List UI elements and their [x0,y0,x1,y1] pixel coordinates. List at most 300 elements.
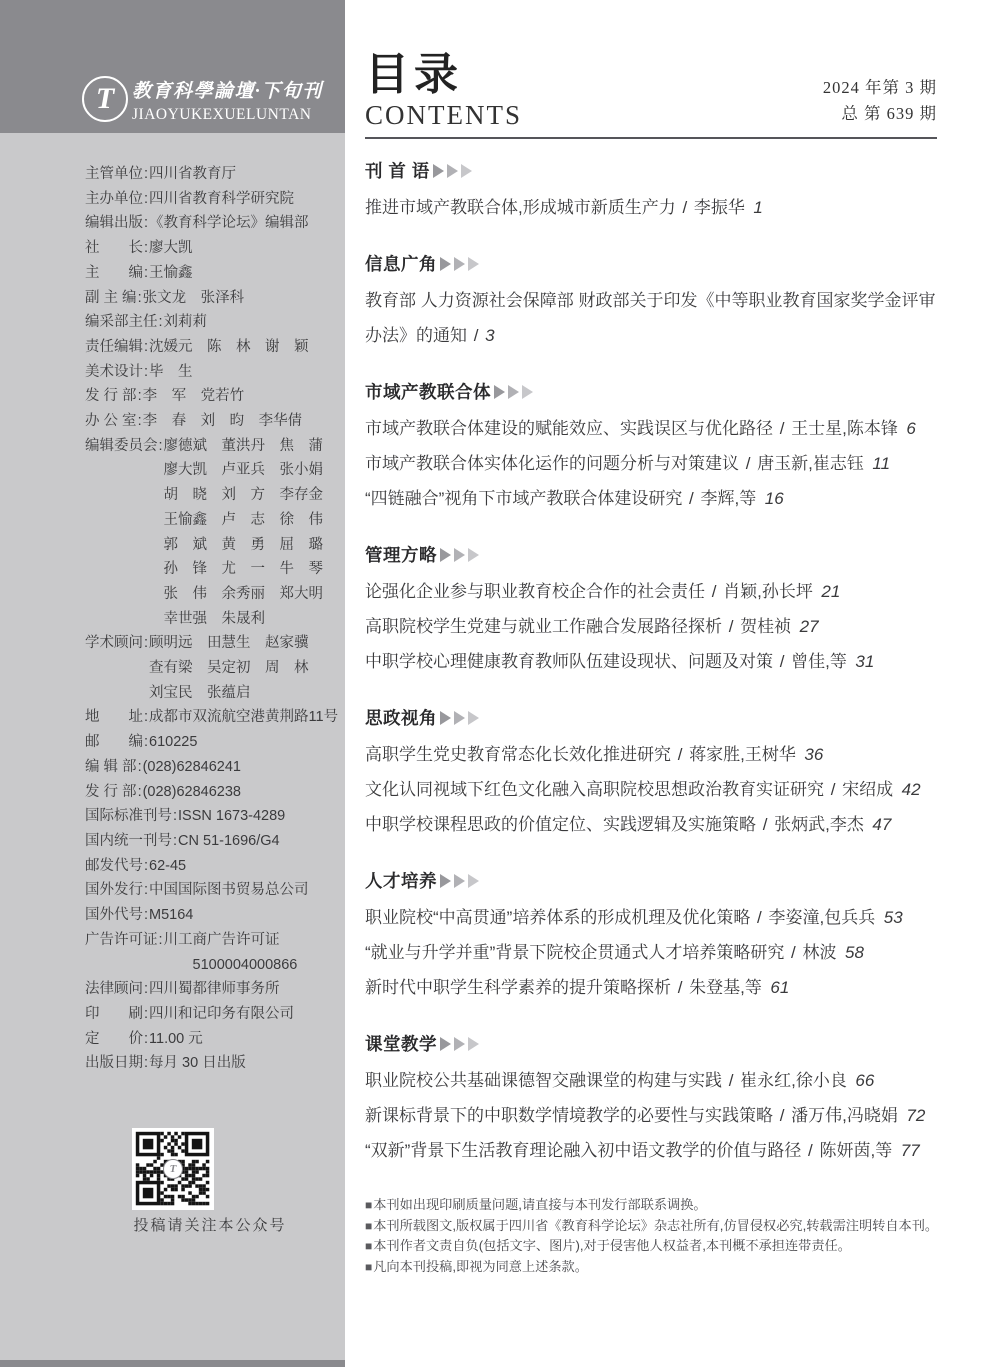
article-page: 6 [906,419,916,439]
triangle-icon [454,1037,465,1051]
imprint-value-line: 廖大凯 [149,240,193,257]
imprint-row [85,187,335,212]
imprint-colon: : [173,832,178,849]
imprint-value [143,384,245,409]
imprint-row [85,928,335,977]
imprint-colon: : [144,264,149,281]
slash-separator: / [673,745,688,765]
section-title-text: 人才培养 [365,871,437,892]
imprint-row [85,631,335,705]
square-bullet-icon: ■ [365,1259,373,1274]
footnote-line [365,1216,937,1237]
imprint-label: 副 主 编 [85,289,137,306]
imprint-label: 国外代号 [85,907,143,924]
footnote-line [365,1257,937,1278]
imprint-colon: : [144,1055,149,1072]
triangle-icon [440,257,451,271]
slash-separator: / [775,419,790,439]
article-title: 职业院校公共基础课德智交融课堂的构建与实践 [365,1071,722,1091]
imprint-row [85,1002,335,1027]
imprint-value [149,631,309,705]
slash-separator: / [803,1141,818,1161]
toc-article [365,190,937,225]
article-page: 1 [753,198,763,218]
imprint-row [85,730,335,755]
imprint-value-line: 郭 斌 黄 勇 屈 璐 [163,536,324,553]
article-page: 53 [883,908,903,928]
imprint-value [149,977,280,1002]
imprint-colon: : [144,907,149,924]
article-page: 72 [906,1106,926,1126]
article-title: 推进市域产教联合体,形成城市新质生产力 [365,198,676,218]
imprint-label: 邮 编 [85,734,143,751]
article-title: 新课标背景下的中职数学情境教学的必要性与实践策略 [365,1106,773,1126]
imprint-colon: : [144,338,149,355]
section-title [365,252,937,276]
toc-section [365,159,937,225]
article-authors: 贺桂祯 [740,617,800,637]
imprint-value [149,878,309,903]
page-title-en: CONTENTS [365,100,522,131]
toc-section [365,869,937,1005]
imprint-colon: : [137,388,142,405]
footnote-line [365,1236,937,1257]
imprint-value-line: 李 春 刘 昀 李华倩 [142,413,303,430]
imprint-value-line: 成都市双流航空港黄荆路11号 [149,709,339,726]
toc-article [365,970,937,1005]
triangle-icon [433,164,444,178]
imprint-row [85,261,335,286]
imprint-value-line: 毕 生 [149,363,193,380]
slash-separator: / [677,198,692,218]
section-title-text: 刊 首 语 [365,161,430,182]
imprint-colon: : [158,931,163,948]
imprint-row [85,1027,335,1052]
triangle-icon [440,1037,451,1051]
imprint-colon: : [144,635,149,652]
imprint-value-line: 孙 锋 尤 一 牛 琴 [163,561,324,578]
imprint-row [85,384,335,409]
article-authors: 陈妍茵,等 [819,1141,901,1161]
imprint-value [149,854,186,879]
imprint-colon: : [158,314,163,331]
imprint-label: 国际标准刊号 [85,808,172,825]
article-title: “双新”背景下生活教育理论融入初中语文教学的价值与路径 [365,1141,802,1161]
imprint-label: 印 刷 [85,1005,143,1022]
imprint-value-line: 11.00 元 [149,1030,203,1047]
imprint-value-line: (028)62846241 [142,758,241,775]
imprint-row [85,903,335,928]
article-title: 职业院校“中高贯通”培养体系的形成机理及优化策略 [365,908,751,928]
article-authors: 宋绍成 [842,780,902,800]
imprint-value-line: M5164 [149,907,194,924]
triangle-icon [468,548,479,562]
triangle-icon [494,385,505,399]
imprint-colon: : [144,190,149,207]
article-page: 3 [485,326,495,346]
imprint-value [143,755,241,780]
toc-article [365,481,937,516]
imprint-label: 发 行 部 [85,388,137,405]
toc-article [365,772,937,807]
imprint-value-line: 川工商广告许可证 [163,931,280,948]
article-title: “四链融合”视角下市域产教联合体建设研究 [365,489,683,509]
imprint-label: 法律顾问 [85,981,143,998]
imprint-value [164,310,208,335]
section-title [365,706,937,730]
imprint-value-line: 幸世强 朱晟利 [163,610,266,627]
article-page: 27 [799,617,819,637]
imprint-value [149,1051,246,1076]
slash-separator: / [826,780,841,800]
article-title: 市域产教联合体建设的赋能效应、实践误区与优化路径 [365,419,773,439]
qr-code [132,1128,214,1210]
toc-section [365,380,937,516]
toc-section [365,1032,937,1168]
triangle-icon [522,385,533,399]
imprint-label: 发 行 部 [85,783,137,800]
triangle-icon [468,711,479,725]
imprint-value-line: 张 伟 余秀丽 郑大明 [163,585,324,602]
footnote-text: 本刊作者文责自负(包括文字、图片),对于侵害他人权益者,本刊概不承担连带责任。 [373,1238,851,1254]
toc-article [365,283,937,353]
toc-article [365,609,937,644]
imprint-label: 主 编 [85,264,143,281]
imprint-label: 邮发代号 [85,857,143,874]
slash-separator: / [469,326,484,346]
contents-header [365,52,937,131]
imprint-value [149,162,236,187]
article-title: “就业与升学并重”背景下院校企贯通式人才培养策略研究 [365,943,785,963]
imprint-row [85,236,335,261]
imprint-row [85,780,335,805]
imprint-value-line: 四川和记印务有限公司 [149,1005,295,1022]
toc-article [365,1063,937,1098]
imprint-colon: : [137,413,142,430]
article-page: 61 [770,978,790,998]
imprint-value [178,804,285,829]
imprint-row [85,162,335,187]
triangle-icon [468,1037,479,1051]
imprint-value [164,928,298,977]
imprint-colon: : [137,758,142,775]
imprint-label: 国内统一刊号 [85,832,172,849]
article-authors: 崔永红,徐小良 [740,1071,856,1091]
imprint-value-line: 62-45 [149,857,187,874]
imprint-value [143,780,241,805]
triangle-icon [468,257,479,271]
article-authors: 曾佳,等 [791,652,856,672]
toc-article [365,446,937,481]
imprint-value-line: 每月 30 日出版 [149,1055,246,1072]
imprint-label: 编 辑 部 [85,758,137,775]
imprint-row [85,360,335,385]
imprint-label: 主办单位 [85,190,143,207]
article-authors: 朱登基,等 [689,978,771,998]
imprint-row [85,310,335,335]
article-page: 47 [872,815,892,835]
imprint-value-line: 四川省教育科学研究院 [149,190,295,207]
imprint-value [149,261,193,286]
imprint-row [85,1051,335,1076]
imprint-row [85,829,335,854]
section-title [365,543,937,567]
imprint-row [85,286,335,311]
imprint-value-line: 廖德斌 董洪丹 焦 蒲 [163,437,324,454]
imprint-colon: : [144,981,149,998]
imprint-value-line: 610225 [149,734,198,751]
imprint-label: 学术顾问 [85,635,143,652]
imprint-value [149,1027,203,1052]
article-page: 42 [901,780,921,800]
slash-separator: / [752,908,767,928]
toc-section [365,543,937,679]
toc-article [365,807,937,842]
article-title: 中职学校心理健康教育教师队伍建设现状、问题及对策 [365,652,773,672]
slash-separator: / [775,1106,790,1126]
toc-section [365,252,937,353]
contents-page [365,52,937,1277]
article-page: 36 [804,745,824,765]
article-page: 16 [764,489,784,509]
imprint-value-line: 张文龙 张泽科 [142,289,245,306]
footnote-text: 本刊如出现印刷质量问题,请直接与本刊发行部联系调换。 [373,1197,707,1213]
square-bullet-icon: ■ [365,1198,373,1213]
imprint-value [143,409,303,434]
imprint-value [149,211,309,236]
article-title: 文化认同视域下红色文化融入高职院校思想政治教育实证研究 [365,780,824,800]
imprint-value-line: 刘莉莉 [163,314,208,331]
article-authors: 李振华 [693,198,754,218]
toc-section [365,706,937,842]
imprint-colon: : [144,215,149,232]
footnotes [365,1195,937,1277]
imprint-row [85,705,339,730]
article-authors: 唐玉新,崔志钰 [757,454,873,474]
section-title [365,380,937,404]
triangle-icon [461,164,472,178]
toc-article [365,574,937,609]
imprint-value-line: 沈媛元 陈 林 谢 颖 [149,338,309,355]
imprint-value-line: 顾明远 田慧生 赵家骥 [149,635,309,652]
imprint-value-line: 四川省教育厅 [149,166,237,182]
imprint-label: 国外发行 [85,882,143,899]
imprint-label: 办 公 室 [85,413,137,430]
imprint-value [149,730,197,755]
imprint-colon: : [158,437,163,454]
triangle-icon [508,385,519,399]
masthead-bottom-strip [0,1360,345,1367]
imprint-label: 社 长 [85,240,143,257]
imprint-row [85,804,335,829]
imprint-colon: : [144,857,149,874]
imprint-value-line: 王愉鑫 [149,264,193,281]
footnote-line [365,1195,937,1216]
imprint-value-line: 四川蜀都律师事务所 [149,981,280,998]
imprint-label: 编辑委员会 [85,437,158,454]
toc-article [365,737,937,772]
triangle-icon [454,257,465,271]
masthead-band [0,0,345,133]
imprint-value-line: 刘宝民 张蕴启 [149,684,251,701]
triangle-icon [454,711,465,725]
article-title: 高职学生党史教育常态化长效化推进研究 [365,745,671,765]
article-title: 市域产教联合体实体化运作的问题分析与对策建议 [365,454,739,474]
article-authors: 肖颖,孙长坪 [723,582,822,602]
imprint-colon: : [144,240,149,257]
imprint-row [85,409,335,434]
slash-separator: / [786,943,801,963]
square-bullet-icon: ■ [365,1239,373,1254]
imprint-label: 地 址 [85,709,143,726]
imprint-row [85,211,335,236]
article-page: 77 [900,1141,920,1161]
imprint-row [85,335,335,360]
article-page: 31 [855,652,875,672]
qr-center-logo-icon: T [163,1159,183,1179]
imprint-row [85,977,335,1002]
slash-separator: / [707,582,722,602]
imprint-colon: : [144,709,149,726]
imprint-value-line: 中国国际图书贸易总公司 [149,882,309,899]
triangle-icon [454,548,465,562]
article-page: 21 [821,582,841,602]
triangle-icon [447,164,458,178]
imprint-value [149,1002,294,1027]
section-title [365,869,937,893]
imprint-value-line: CN 51-1696/G4 [178,832,280,849]
section-title-text: 课堂教学 [365,1034,437,1055]
imprint-value [149,360,193,385]
slash-separator: / [775,652,790,672]
article-authors: 王士星,陈本锋 [791,419,907,439]
logo-monogram-icon: T [82,76,128,122]
triangle-icon [440,874,451,888]
footnote-text: 凡向本刊投稿,即视为同意上述条款。 [373,1258,588,1274]
imprint-row [85,854,335,879]
section-title-text: 思政视角 [365,708,437,729]
imprint-row [85,878,335,903]
toc-article [365,644,937,679]
triangle-icon [440,711,451,725]
imprint-value-line: 李 军 党若竹 [142,388,245,405]
article-authors: 潘万伟,冯晓娟 [791,1106,907,1126]
triangle-icon [454,874,465,888]
imprint-colon: : [144,882,149,899]
toc-article [365,900,937,935]
section-title [365,159,937,183]
article-title: 高职院校学生党建与就业工作融合发展路径探析 [365,617,722,637]
journal-logo [82,76,323,124]
imprint-value-line: 王愉鑫 卢 志 徐 伟 [163,511,324,528]
imprint-label: 出版日期 [85,1055,143,1072]
imprint-colon: : [173,808,178,825]
slash-separator: / [673,978,688,998]
section-title-text: 信息广角 [365,254,437,275]
toc-article [365,1133,937,1168]
qr-block [131,1128,215,1210]
slash-separator: / [724,1071,739,1091]
triangle-icon [440,548,451,562]
issue-line-year: 2024 年第 3 期 [822,78,937,98]
toc-article [365,411,937,446]
imprint-label: 责任编辑 [85,338,143,355]
article-title: 新时代中职学生科学素养的提升策略探析 [365,978,671,998]
imprint-value-line: 《教育科学论坛》编辑部 [149,215,309,232]
imprint-label: 主管单位 [85,166,143,182]
square-bullet-icon: ■ [365,1218,373,1233]
imprint-colon: : [144,734,149,751]
article-page: 66 [855,1071,875,1091]
imprint-value-line: 胡 晓 刘 方 李存金 [163,487,324,504]
imprint-colon: : [137,289,142,306]
toc-article [365,935,937,970]
imprint-value [164,434,324,632]
section-title-text: 市域产教联合体 [365,382,491,403]
page-title-cn: 目录 [365,50,463,99]
imprint-value-line: (028)62846238 [142,783,241,800]
imprint-label: 广告许可证 [85,931,158,948]
imprint-colon: : [144,1005,149,1022]
imprint-colon: : [144,1030,149,1047]
imprint-label: 编采部主任 [85,314,158,331]
imprint-colon: : [144,363,149,380]
imprint-row [85,755,335,780]
article-title: 教育部 人力资源社会保障部 财政部关于印发《中等职业教育国家奖学金评审办法》的通知 [365,291,936,346]
triangle-icon [468,874,479,888]
imprint-value [149,705,338,730]
imprint-value [149,187,294,212]
article-page: 11 [872,454,891,474]
imprint-value [149,236,193,261]
slash-separator: / [741,454,756,474]
slash-separator: / [758,815,773,835]
article-page: 58 [845,943,864,963]
section-title-text: 管理方略 [365,545,437,566]
article-title: 论强化企业参与职业教育校企合作的社会责任 [365,582,705,602]
article-authors: 蒋家胜,王树华 [689,745,805,765]
issue-info [823,75,937,131]
imprint-value-line: 5100004000866 [163,956,298,973]
article-title: 中职学校课程思政的价值定位、实践逻辑及实施策略 [365,815,756,835]
section-title [365,1032,937,1056]
table-of-contents [365,159,937,1168]
imprint-value [149,903,193,928]
imprint-value [178,829,280,854]
logo-title-cn: 教育科學論壇·下旬刊 [132,81,323,102]
article-authors: 李辉,等 [700,489,765,509]
imprint-value-line: 查有梁 吴定初 周 林 [149,660,309,677]
article-authors: 李姿潼,包兵兵 [768,908,884,928]
header-rule [365,137,937,139]
imprint-value-line: ISSN 1673-4289 [178,808,286,825]
slash-separator: / [684,489,699,509]
article-authors: 张炳武,李杰 [774,815,873,835]
imprint-label: 编辑出版 [85,215,143,232]
imprint-value-line: 廖大凯 卢亚兵 张小娟 [163,462,324,479]
logo-title-en: JIAOYUKEXUELUNTAN [132,106,312,123]
toc-article [365,1098,937,1133]
issue-line-total: 总 第 639 期 [841,104,937,124]
imprint-value [149,335,309,360]
qr-caption: 投稿请关注本公众号 [133,1217,287,1234]
imprint-colon: : [144,166,149,182]
slash-separator: / [724,617,739,637]
imprint-value [143,286,245,311]
imprint-label: 定 价 [85,1030,143,1047]
imprint-row [85,434,335,632]
footnote-text: 本刊所载图文,版权属于四川省《教育科学论坛》杂志社所有,仿冒侵权必究,转载需注明转自本刊。 [373,1217,939,1233]
